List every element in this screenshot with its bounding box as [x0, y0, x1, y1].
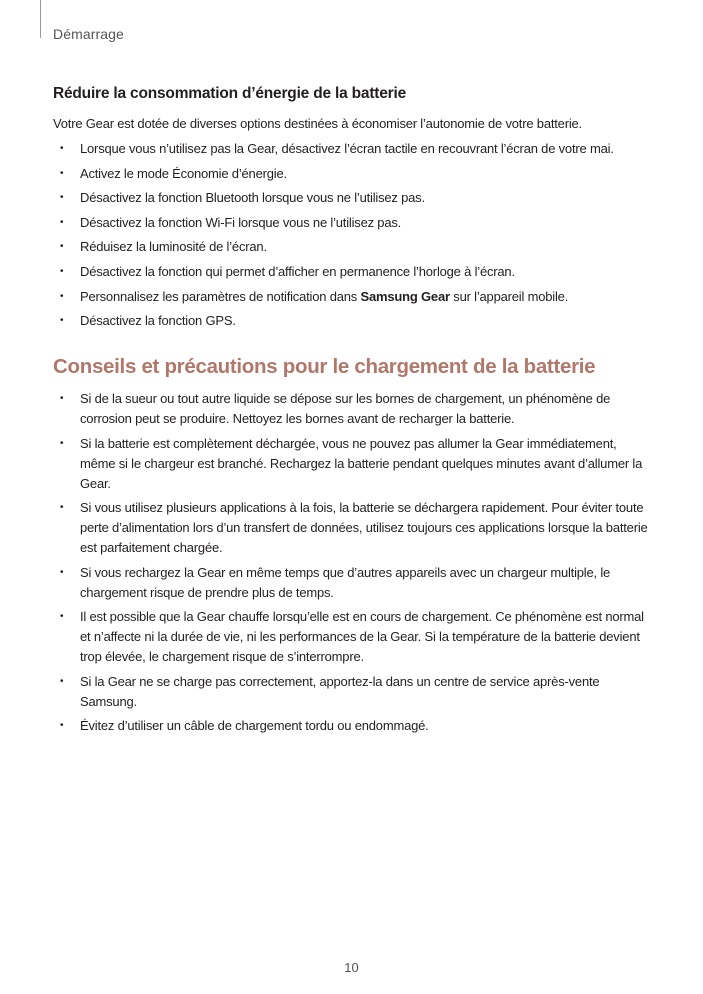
- battery-saving-list: [53, 139, 653, 331]
- list-item: • Si vous utilisez plusieurs applications à la fois, la batterie se déchargera rapidement. Pour éviter toute perte d’alimentation lors d’un transfert de données, utilisez toujours ces applications lorsque la batterie est parfaitement chargée.: [60, 500, 648, 556]
- list-item: • Évitez d’utiliser un câble de chargement tordu ou endommagé.: [53, 716, 653, 736]
- list-item: • Il est possible que la Gear chauffe lorsqu’elle est en cours de chargement. Ce phénomène est normal et n’affecte ni la durée de vie, ni les performances de la Gear. Si la température de la batterie devient trop élevée, le chargement risque de s’interrompre.: [60, 609, 644, 665]
- battery-saving-intro: Votre Gear est dotée de diverses options destinées à économiser l’autonomie de votre batterie.: [53, 116, 582, 131]
- bullet-icon: •: [60, 437, 64, 449]
- battery-saving-heading: Réduire la consommation d’énergie de la batterie: [53, 85, 407, 102]
- bullet-icon: •: [60, 315, 64, 327]
- bullet-icon: •: [60, 167, 64, 179]
- list-item: • Lorsque vous n’utilisez pas la Gear, désactivez l’écran tactile en recouvrant l’écran de votre mai.: [53, 139, 653, 159]
- list-item: • Si vous rechargez la Gear en même temps que d’autres appareils avec un chargeur multiple, le chargement risque de prendre plus de temps.: [60, 564, 611, 600]
- list-item: • Désactivez la fonction qui permet d’afficher en permanence l’horloge à l’écran.: [53, 262, 653, 282]
- bullet-icon: •: [60, 502, 64, 514]
- list-item: • Si de la sueur ou tout autre liquide se dépose sur les bornes de chargement, un phénomène de corrosion peut se produire. Nettoyez les bornes avant de recharger la batterie.: [60, 391, 611, 427]
- list-item: • Désactivez la fonction GPS.: [53, 311, 653, 331]
- list-item: • Activez le mode Économie d’énergie.: [53, 164, 653, 184]
- page-content: [53, 83, 653, 741]
- bullet-icon: •: [60, 290, 64, 302]
- bullet-icon: •: [60, 241, 64, 253]
- list-item: • Si la Gear ne se charge pas correctement, apportez-la dans un centre de service après-vente Samsung.: [60, 673, 600, 709]
- bullet-icon: •: [60, 265, 64, 277]
- list-item: • Si la batterie est complètement déchargée, vous ne pouvez pas allumer la Gear immédiatement, même si le chargeur est branché. Rechargez la batterie pendant quelques minutes avant d’allumer la Gear.: [60, 435, 643, 491]
- bullet-icon: •: [60, 611, 64, 623]
- chapter-title: Démarrage: [53, 26, 124, 42]
- bullet-icon: •: [60, 192, 64, 204]
- bullet-icon: •: [60, 393, 64, 405]
- bullet-icon: •: [60, 216, 64, 228]
- bullet-icon: •: [60, 566, 64, 578]
- bullet-icon: •: [60, 720, 64, 732]
- charging-tips-list: [53, 389, 653, 736]
- list-item: • Désactivez la fonction Wi-Fi lorsque vous ne l’utilisez pas.: [53, 213, 653, 233]
- bullet-icon: •: [60, 143, 64, 154]
- header-divider: [40, 0, 41, 38]
- bullet-icon: •: [60, 675, 64, 687]
- list-item: • Personnalisez les paramètres de notification dans Samsung Gear sur l’appareil mobile.: [53, 287, 653, 307]
- charging-tips-heading: Conseils et précautions pour le chargement de la batterie: [53, 355, 596, 379]
- page-number: 10: [344, 960, 359, 975]
- list-item: • Désactivez la fonction Bluetooth lorsque vous ne l’utilisez pas.: [53, 188, 653, 208]
- list-item: • Réduisez la luminosité de l’écran.: [53, 237, 653, 257]
- app-name-samsung-gear: Samsung Gear: [360, 288, 450, 304]
